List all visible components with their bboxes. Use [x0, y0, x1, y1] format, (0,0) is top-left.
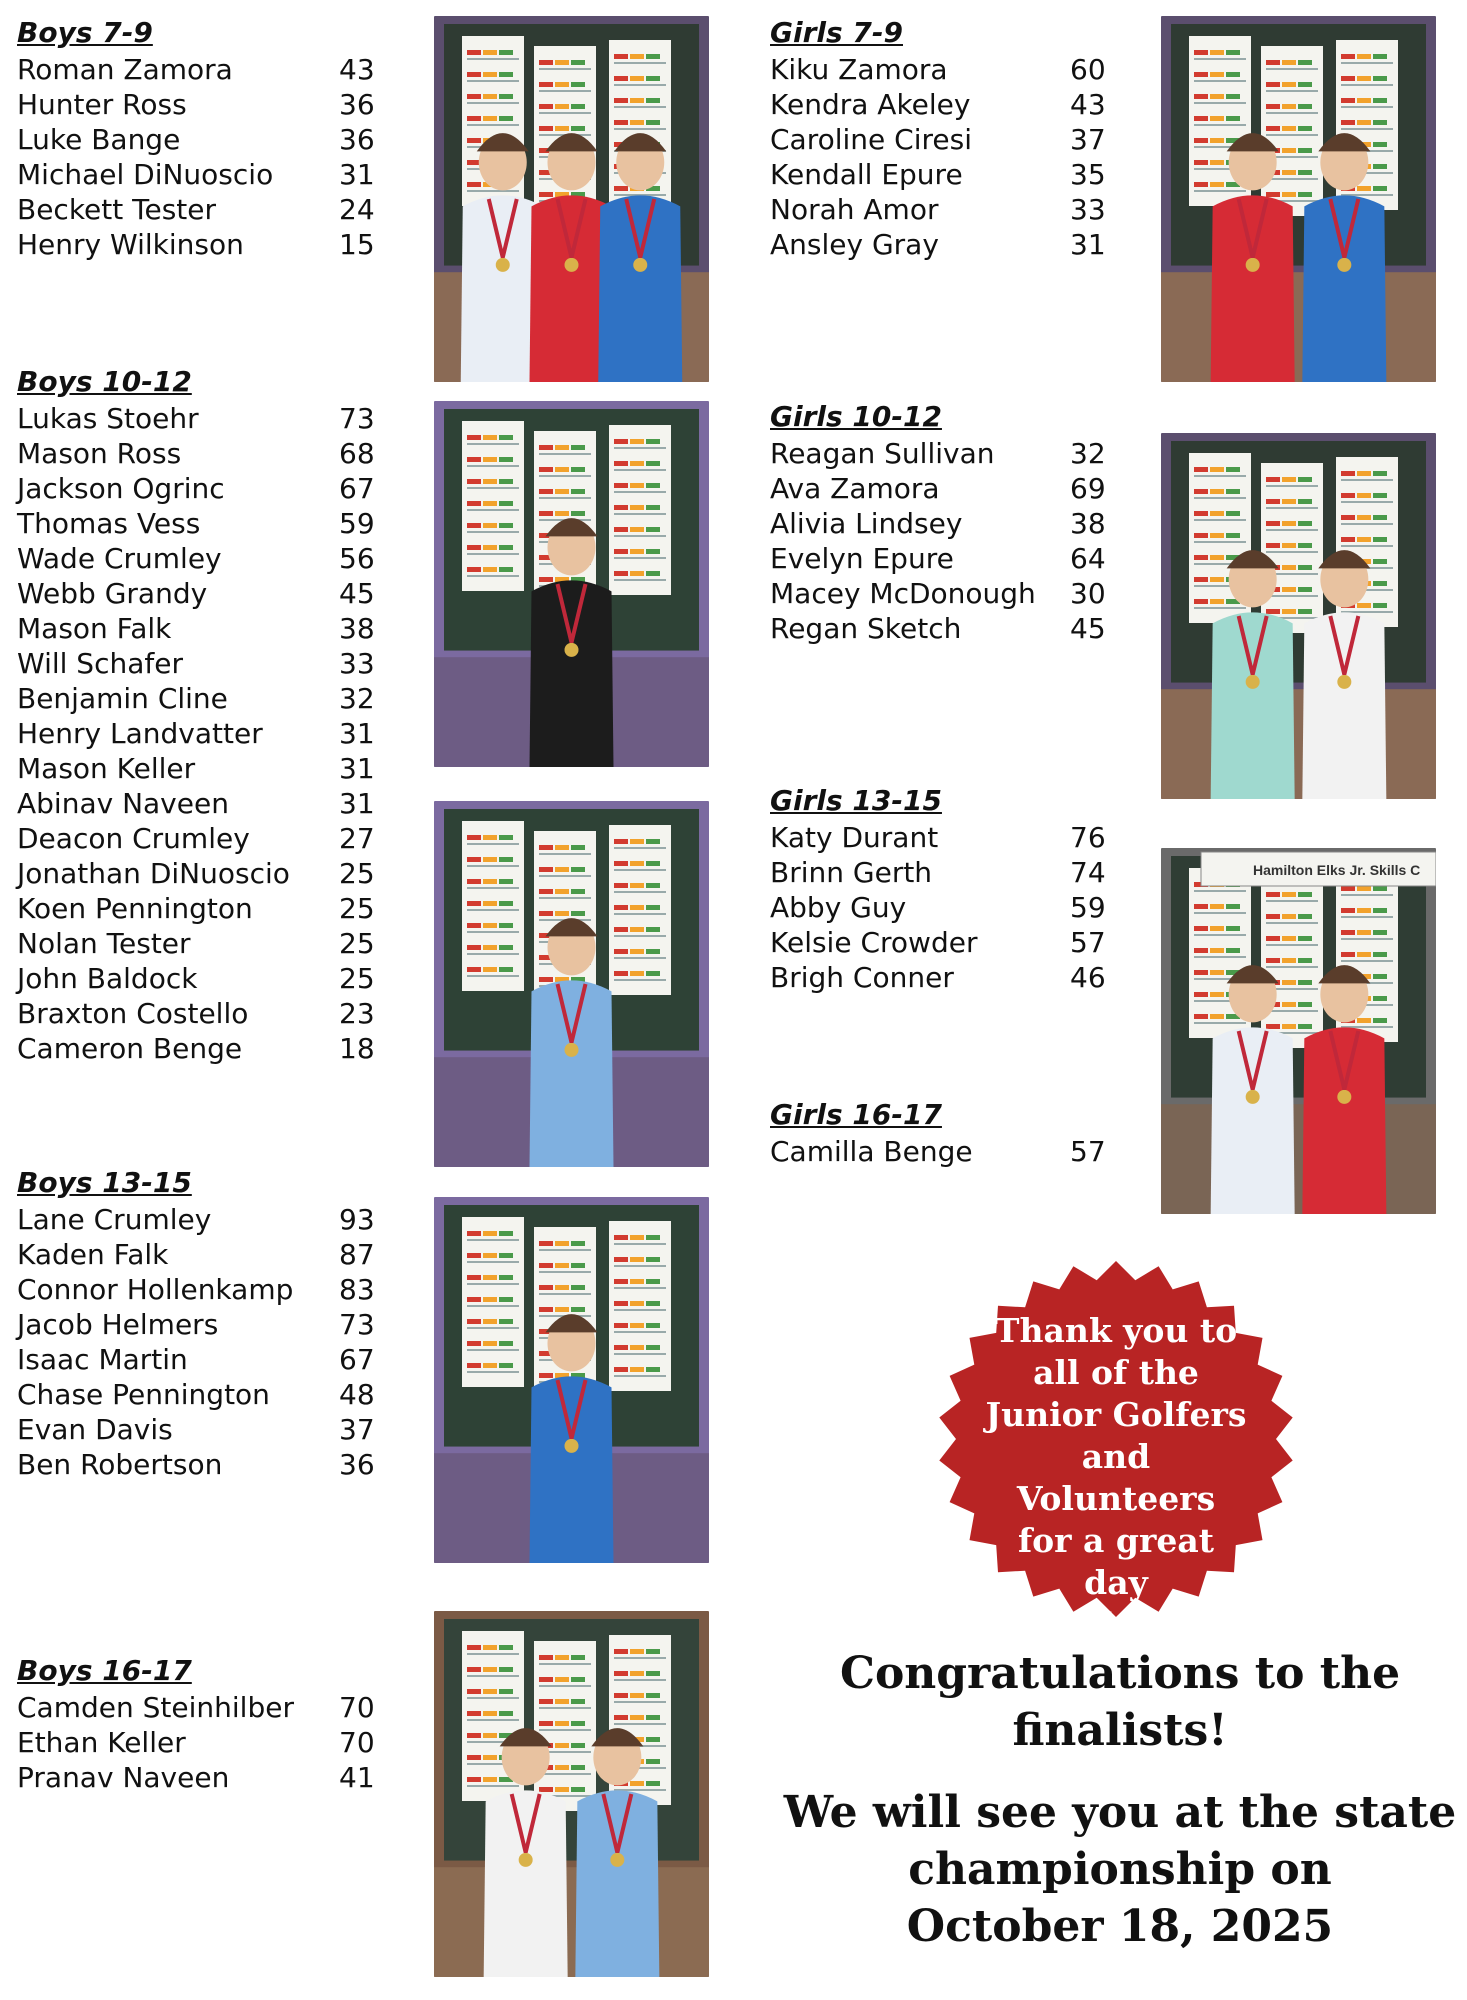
player-score: 64	[1070, 542, 1106, 575]
player-row	[17, 157, 389, 192]
player-name: Michael DiNuoscio	[17, 158, 274, 191]
player-name: Henry Wilkinson	[17, 228, 244, 261]
boys-13-15-list	[17, 1166, 389, 1482]
player-name: Kendra Akeley	[770, 88, 971, 121]
group-title: Girls 16-17	[770, 1098, 942, 1131]
player-name: Koen Pennington	[17, 892, 253, 925]
group-title: Boys 13-15	[17, 1166, 192, 1199]
player-row	[770, 960, 1120, 995]
state-championship-note	[780, 1784, 1460, 1955]
player-row	[770, 87, 1120, 122]
player-score: 25	[339, 962, 375, 995]
player-name: Braxton Costello	[17, 997, 249, 1030]
thank-you-text	[985, 1310, 1247, 1646]
photo-girls-13-15	[1161, 848, 1436, 1214]
player-rows	[17, 1202, 389, 1482]
group-title: Boys 7-9	[17, 16, 153, 49]
player-row	[770, 227, 1120, 262]
player-score: 32	[1070, 437, 1106, 470]
player-name: Mason Falk	[17, 612, 172, 645]
player-score: 36	[339, 123, 375, 156]
player-row	[17, 401, 389, 436]
boys-16-17-list	[17, 1654, 389, 1795]
player-score: 59	[1070, 891, 1106, 924]
player-row	[17, 87, 389, 122]
player-row	[770, 611, 1120, 646]
player-name: Evelyn Epure	[770, 542, 954, 575]
player-score: 57	[1070, 1135, 1106, 1168]
player-name: Alivia Lindsey	[770, 507, 963, 540]
player-row	[770, 855, 1120, 890]
thank-you-line: and Volunteers	[1016, 1437, 1216, 1518]
player-row	[770, 52, 1120, 87]
player-row	[17, 1202, 389, 1237]
player-score: 74	[1070, 856, 1106, 889]
player-score: 59	[339, 507, 375, 540]
player-row	[17, 1725, 389, 1760]
player-name: Caroline Ciresi	[770, 123, 972, 156]
photo-boys-13-15	[434, 1197, 709, 1563]
player-name: Regan Sketch	[770, 612, 962, 645]
player-name: Henry Landvatter	[17, 717, 263, 750]
player-score: 37	[339, 1413, 375, 1446]
player-row	[770, 471, 1120, 506]
player-score: 41	[339, 1761, 375, 1794]
player-name: Isaac Martin	[17, 1343, 188, 1376]
player-name: Kaden Falk	[17, 1238, 169, 1271]
player-name: Brigh Conner	[770, 961, 954, 994]
congrats-line: finalists!	[1012, 1705, 1228, 1756]
player-score: 25	[339, 927, 375, 960]
player-row	[17, 926, 389, 961]
player-score: 83	[339, 1273, 375, 1306]
player-row	[17, 996, 389, 1031]
player-name: Benjamin Cline	[17, 682, 228, 715]
photo-illustration	[434, 801, 709, 1167]
player-rows	[770, 52, 1120, 262]
player-row	[770, 890, 1120, 925]
player-score: 38	[1070, 507, 1106, 540]
boys-10-12-list	[17, 365, 389, 1066]
player-rows	[17, 1690, 389, 1795]
player-name: Nolan Tester	[17, 927, 191, 960]
player-row	[770, 541, 1120, 576]
player-name: Luke Bange	[17, 123, 181, 156]
player-row	[770, 157, 1120, 192]
girls-7-9-list	[770, 16, 1120, 262]
girls-16-17-list	[770, 1098, 1120, 1169]
player-row	[17, 122, 389, 157]
player-score: 23	[339, 997, 375, 1030]
player-score: 67	[339, 1343, 375, 1376]
player-name: Beckett Tester	[17, 193, 217, 226]
player-row	[17, 751, 389, 786]
player-row	[17, 192, 389, 227]
player-name: Wade Crumley	[17, 542, 222, 575]
player-score: 31	[339, 752, 375, 785]
player-row	[17, 646, 389, 681]
player-row	[17, 227, 389, 262]
congrats-line: We will see you at the state	[783, 1787, 1457, 1838]
player-name: Cameron Benge	[17, 1032, 243, 1065]
player-score: 31	[339, 787, 375, 820]
player-name: Deacon Crumley	[17, 822, 250, 855]
girls-10-12-list	[770, 400, 1120, 646]
player-rows	[17, 52, 389, 262]
player-score: 37	[1070, 123, 1106, 156]
player-name: Abby Guy	[770, 891, 907, 924]
player-name: Kiku Zamora	[770, 53, 948, 86]
player-row	[770, 576, 1120, 611]
player-score: 73	[339, 1308, 375, 1341]
player-name: Lane Crumley	[17, 1203, 212, 1236]
player-name: Ansley Gray	[770, 228, 939, 261]
player-score: 31	[1070, 228, 1106, 261]
photo-illustration	[434, 1611, 709, 1977]
player-row	[17, 1031, 389, 1066]
player-rows	[770, 436, 1120, 646]
player-score: 36	[339, 1448, 375, 1481]
player-name: Webb Grandy	[17, 577, 208, 610]
player-row	[17, 471, 389, 506]
player-row	[17, 1377, 389, 1412]
player-score: 25	[339, 892, 375, 925]
player-score: 70	[339, 1691, 375, 1724]
player-row	[17, 961, 389, 996]
player-score: 67	[339, 472, 375, 505]
player-score: 68	[339, 437, 375, 470]
player-row	[17, 1342, 389, 1377]
player-score: 43	[1070, 88, 1106, 121]
player-score: 35	[1070, 158, 1106, 191]
player-row	[17, 541, 389, 576]
player-row	[17, 1307, 389, 1342]
player-score: 87	[339, 1238, 375, 1271]
player-row	[17, 1447, 389, 1482]
player-row	[17, 611, 389, 646]
player-name: Jonathan DiNuoscio	[17, 857, 290, 890]
group-title: Girls 13-15	[770, 784, 942, 817]
player-score: 32	[339, 682, 375, 715]
player-name: Chase Pennington	[17, 1378, 270, 1411]
player-row	[17, 1272, 389, 1307]
player-name: Norah Amor	[770, 193, 939, 226]
photo-boys-10-12-b	[434, 801, 709, 1167]
player-score: 73	[339, 402, 375, 435]
group-title: Girls 10-12	[770, 400, 942, 433]
player-row	[770, 436, 1120, 471]
player-score: 43	[339, 53, 375, 86]
player-name: Ethan Keller	[17, 1726, 186, 1759]
player-score: 33	[339, 647, 375, 680]
player-score: 33	[1070, 193, 1106, 226]
player-score: 24	[339, 193, 375, 226]
player-name: Will Schafer	[17, 647, 183, 680]
player-row	[17, 1412, 389, 1447]
player-name: Katy Durant	[770, 821, 939, 854]
player-name: Evan Davis	[17, 1413, 173, 1446]
player-score: 18	[339, 1032, 375, 1065]
girls-13-15-list	[770, 784, 1120, 995]
photo-illustration	[434, 16, 709, 382]
player-row	[17, 716, 389, 751]
player-name: Jackson Ogrinc	[17, 472, 225, 505]
photo-boys-16-17	[434, 1611, 709, 1977]
player-name: Kelsie Crowder	[770, 926, 978, 959]
player-row	[17, 821, 389, 856]
player-score: 48	[339, 1378, 375, 1411]
photo-boys-7-9	[434, 16, 709, 382]
player-score: 60	[1070, 53, 1106, 86]
player-name: Ava Zamora	[770, 472, 940, 505]
photo-girls-7-9	[1161, 16, 1436, 382]
player-row	[17, 576, 389, 611]
photo-boys-10-12-a	[434, 401, 709, 767]
player-score: 76	[1070, 821, 1106, 854]
congrats-line: Congratulations to the	[839, 1648, 1401, 1699]
player-name: Kendall Epure	[770, 158, 963, 191]
player-name: Mason Ross	[17, 437, 182, 470]
player-name: John Baldock	[17, 962, 198, 995]
player-row	[17, 856, 389, 891]
player-row	[17, 786, 389, 821]
player-name: Hunter Ross	[17, 88, 187, 121]
player-row	[17, 506, 389, 541]
player-score: 45	[339, 577, 375, 610]
player-name: Roman Zamora	[17, 53, 233, 86]
player-row	[770, 122, 1120, 157]
congrats-heading	[780, 1645, 1460, 1759]
player-score: 38	[339, 612, 375, 645]
photo-illustration	[434, 401, 709, 767]
player-score: 31	[339, 158, 375, 191]
player-row	[770, 192, 1120, 227]
player-name: Pranav Naveen	[17, 1761, 230, 1794]
group-title: Boys 10-12	[17, 365, 192, 398]
player-name: Lukas Stoehr	[17, 402, 199, 435]
player-score: 57	[1070, 926, 1106, 959]
player-row	[17, 1237, 389, 1272]
player-score: 31	[339, 717, 375, 750]
thank-you-badge	[935, 1258, 1297, 1644]
congrats-line: championship on	[908, 1844, 1332, 1895]
player-row	[770, 925, 1120, 960]
player-name: Mason Keller	[17, 752, 196, 785]
player-rows	[770, 1134, 1120, 1169]
player-name: Camilla Benge	[770, 1135, 973, 1168]
player-row	[17, 436, 389, 471]
player-name: Brinn Gerth	[770, 856, 933, 889]
player-score: 15	[339, 228, 375, 261]
player-name: Reagan Sullivan	[770, 437, 995, 470]
player-score: 25	[339, 857, 375, 890]
group-title: Girls 7-9	[770, 16, 903, 49]
player-score: 46	[1070, 961, 1106, 994]
player-name: Abinav Naveen	[17, 787, 229, 820]
player-score: 70	[339, 1726, 375, 1759]
player-name: Jacob Helmers	[17, 1308, 219, 1341]
player-score: 69	[1070, 472, 1106, 505]
player-score: 56	[339, 542, 375, 575]
player-score: 45	[1070, 612, 1106, 645]
player-score: 27	[339, 822, 375, 855]
player-row	[17, 891, 389, 926]
player-name: Ben Robertson	[17, 1448, 223, 1481]
player-row	[770, 1134, 1120, 1169]
player-name: Thomas Vess	[17, 507, 201, 540]
photo-illustration	[1161, 433, 1436, 799]
player-row	[17, 681, 389, 716]
photo-illustration	[1161, 16, 1436, 382]
boys-7-9-list	[17, 16, 389, 262]
player-row	[17, 1690, 389, 1725]
thank-you-line: full of skills!	[998, 1605, 1234, 1644]
championship-date: October 18, 2025	[906, 1901, 1334, 1952]
photo-girls-10-12	[1161, 433, 1436, 799]
player-rows	[17, 401, 389, 1066]
thank-you-line: Junior Golfers	[985, 1395, 1247, 1434]
player-row	[770, 820, 1120, 855]
player-name: Macey McDonough	[770, 577, 1036, 610]
player-score: 36	[339, 88, 375, 121]
player-row	[17, 52, 389, 87]
photo-illustration	[1161, 848, 1436, 1214]
player-name: Camden Steinhilber	[17, 1691, 294, 1724]
photo-illustration	[434, 1197, 709, 1563]
thank-you-line: for a great day	[1017, 1521, 1215, 1602]
player-rows	[770, 820, 1120, 995]
player-score: 30	[1070, 577, 1106, 610]
player-row	[17, 1760, 389, 1795]
group-title: Boys 16-17	[17, 1654, 192, 1687]
player-name: Connor Hollenkamp	[17, 1273, 294, 1306]
thank-you-line: all of the	[1033, 1353, 1199, 1392]
thank-you-line: Thank you to	[994, 1311, 1238, 1350]
player-row	[770, 506, 1120, 541]
player-score: 93	[339, 1203, 375, 1236]
svg-text:Hamilton Elks Jr. Skills C: Hamilton Elks Jr. Skills C	[1253, 862, 1421, 878]
